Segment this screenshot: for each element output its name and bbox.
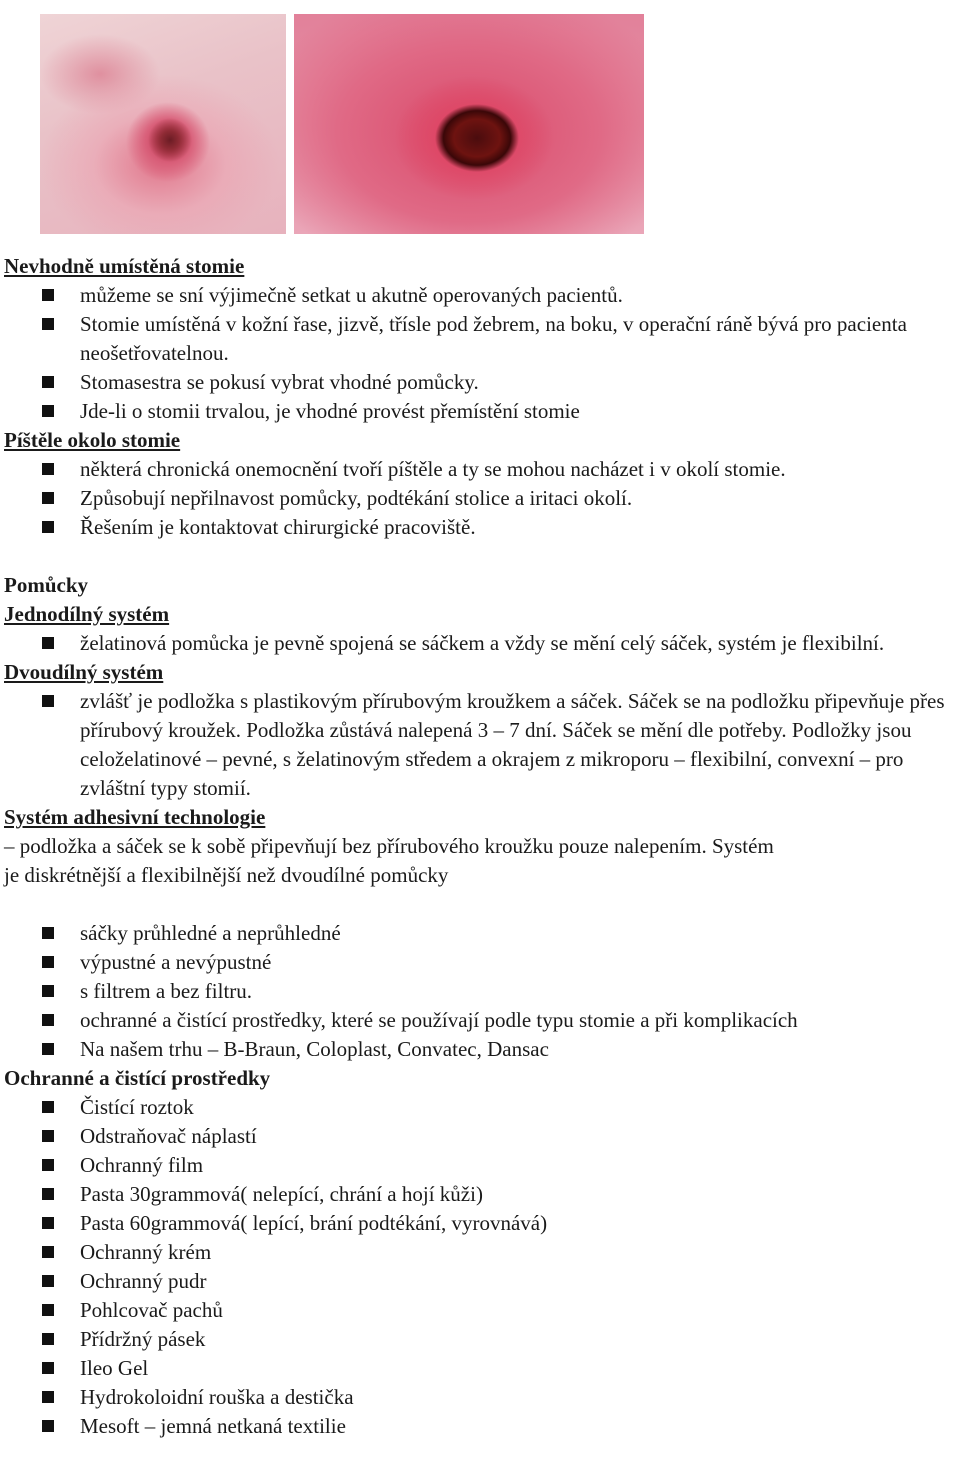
list-item: Přídržný pásek bbox=[4, 1325, 956, 1354]
stoma-photos bbox=[40, 14, 644, 234]
stoma-photo-large bbox=[294, 14, 644, 234]
list-item: Stomie umístěná v kožní řase, jizvě, třísle pod žebrem, na boku, v operační ráně bývá pro pacienta neošetřovatelnou. bbox=[4, 310, 956, 368]
bullet-square-icon bbox=[42, 1246, 54, 1258]
list-item: Pasta 30grammová( nelepící, chrání a hojí kůži) bbox=[4, 1180, 956, 1209]
list-item: Hydrokoloidní rouška a destička bbox=[4, 1383, 956, 1412]
bullet-square-icon bbox=[42, 1420, 54, 1432]
list-item: Ochranný krém bbox=[4, 1238, 956, 1267]
bullet-square-icon bbox=[42, 1101, 54, 1113]
bullet-square-icon bbox=[42, 492, 54, 504]
bullet-square-icon bbox=[42, 376, 54, 388]
list-item: některá chronická onemocnění tvoří píštěle a ty se mohou nacházet i v okolí stomie. bbox=[4, 455, 956, 484]
bullet-square-icon bbox=[42, 985, 54, 997]
bullet-square-icon bbox=[42, 956, 54, 968]
spacer bbox=[4, 542, 956, 571]
list-item: Čistící roztok bbox=[4, 1093, 956, 1122]
bullet-square-icon bbox=[42, 695, 54, 707]
list-item: Ochranný film bbox=[4, 1151, 956, 1180]
list-item: Odstraňovač náplastí bbox=[4, 1122, 956, 1151]
bullet-square-icon bbox=[42, 1014, 54, 1026]
list-dvoudilny-system bbox=[4, 687, 956, 803]
bullet-square-icon bbox=[42, 1188, 54, 1200]
list-item: Mesoft – jemná netkaná textilie bbox=[4, 1412, 956, 1441]
bullet-square-icon bbox=[42, 1130, 54, 1142]
list-jednodilny-system bbox=[4, 629, 956, 658]
list-item: můžeme se sní výjimečně setkat u akutně operovaných pacientů. bbox=[4, 281, 956, 310]
paragraph-adhesivni-line-2: je diskrétnější a flexibilnější než dvoudílné pomůcky bbox=[4, 863, 449, 887]
list-item: Ochranný pudr bbox=[4, 1267, 956, 1296]
bullet-square-icon bbox=[42, 463, 54, 475]
list-item: Pasta 60grammová( lepící, brání podtékání, vyrovnává) bbox=[4, 1209, 956, 1238]
bullet-square-icon bbox=[42, 1159, 54, 1171]
heading-ochranne-a-cistici-prostredky: Ochranné a čistící prostředky bbox=[4, 1066, 271, 1090]
paragraph-adhesivni-line-1: – podložka a sáček se k sobě připevňují bez přírubového kroužku pouze nalepením. Systém bbox=[4, 834, 774, 858]
list-item: s filtrem a bez filtru. bbox=[4, 977, 956, 1006]
bullet-square-icon bbox=[42, 318, 54, 330]
list-item: Pohlcovač pachů bbox=[4, 1296, 956, 1325]
bullet-square-icon bbox=[42, 1391, 54, 1403]
list-item: Stomasestra se pokusí vybrat vhodné pomůcky. bbox=[4, 368, 956, 397]
heading-jednodilny-system: Jednodílný systém bbox=[4, 602, 170, 626]
list-item: Jde-li o stomii trvalou, je vhodné provést přemístění stomie bbox=[4, 397, 956, 426]
list-item: želatinová pomůcka je pevně spojená se sáčkem a vždy se mění celý sáček, systém je flexibilní. bbox=[4, 629, 956, 658]
list-item: Ileo Gel bbox=[4, 1354, 956, 1383]
heading-nevhodne-umistena-stomie: Nevhodně umístěná stomie bbox=[4, 254, 245, 278]
list-item: ochranné a čistící prostředky, které se používají podle typu stomie a při komplikacích bbox=[4, 1006, 956, 1035]
heading-dvoudilny-system: Dvoudílný systém bbox=[4, 660, 164, 684]
bullet-square-icon bbox=[42, 637, 54, 649]
list-pistele-okolo-stomie bbox=[4, 455, 956, 542]
document-body bbox=[4, 252, 956, 1441]
bullet-square-icon bbox=[42, 1304, 54, 1316]
list-item: zvlášť je podložka s plastikovým přírubovým kroužkem a sáček. Sáček se na podložku připevňuje přes přírubový kroužek. Podložka zůstává nalepená 3 – 7 dní. Sáček se mění dle potřeby. Podložky jsou celoželatinové – pevné, s želatinovým středem a okrajem z mikroporu – flexibilní, convexní – pro zvláštní typy stomií. bbox=[4, 687, 956, 803]
heading-system-adhesivni-technologie: Systém adhesivní technologie bbox=[4, 805, 266, 829]
bullet-square-icon bbox=[42, 521, 54, 533]
list-item: Na našem trhu – B-Braun, Coloplast, Convatec, Dansac bbox=[4, 1035, 956, 1064]
list-ochranne-a-cistici-prostredky bbox=[4, 1093, 956, 1441]
bullet-square-icon bbox=[42, 289, 54, 301]
bullet-square-icon bbox=[42, 1217, 54, 1229]
list-item: Řešením je kontaktovat chirurgické pracoviště. bbox=[4, 513, 956, 542]
stoma-photo-small bbox=[40, 14, 286, 234]
bullet-square-icon bbox=[42, 1043, 54, 1055]
list-item: výpustné a nevýpustné bbox=[4, 948, 956, 977]
spacer bbox=[4, 890, 956, 919]
list-item: sáčky průhledné a neprůhledné bbox=[4, 919, 956, 948]
bullet-square-icon bbox=[42, 405, 54, 417]
heading-pomucky: Pomůcky bbox=[4, 573, 88, 597]
heading-pistele-okolo-stomie: Píštěle okolo stomie bbox=[4, 428, 181, 452]
bullet-square-icon bbox=[42, 1333, 54, 1345]
bullet-square-icon bbox=[42, 1362, 54, 1374]
list-nevhodne-umistena-stomie bbox=[4, 281, 956, 426]
list-typy-pomucek bbox=[4, 919, 956, 1064]
bullet-square-icon bbox=[42, 1275, 54, 1287]
bullet-square-icon bbox=[42, 927, 54, 939]
list-item: Způsobují nepřilnavost pomůcky, podtékání stolice a iritaci okolí. bbox=[4, 484, 956, 513]
